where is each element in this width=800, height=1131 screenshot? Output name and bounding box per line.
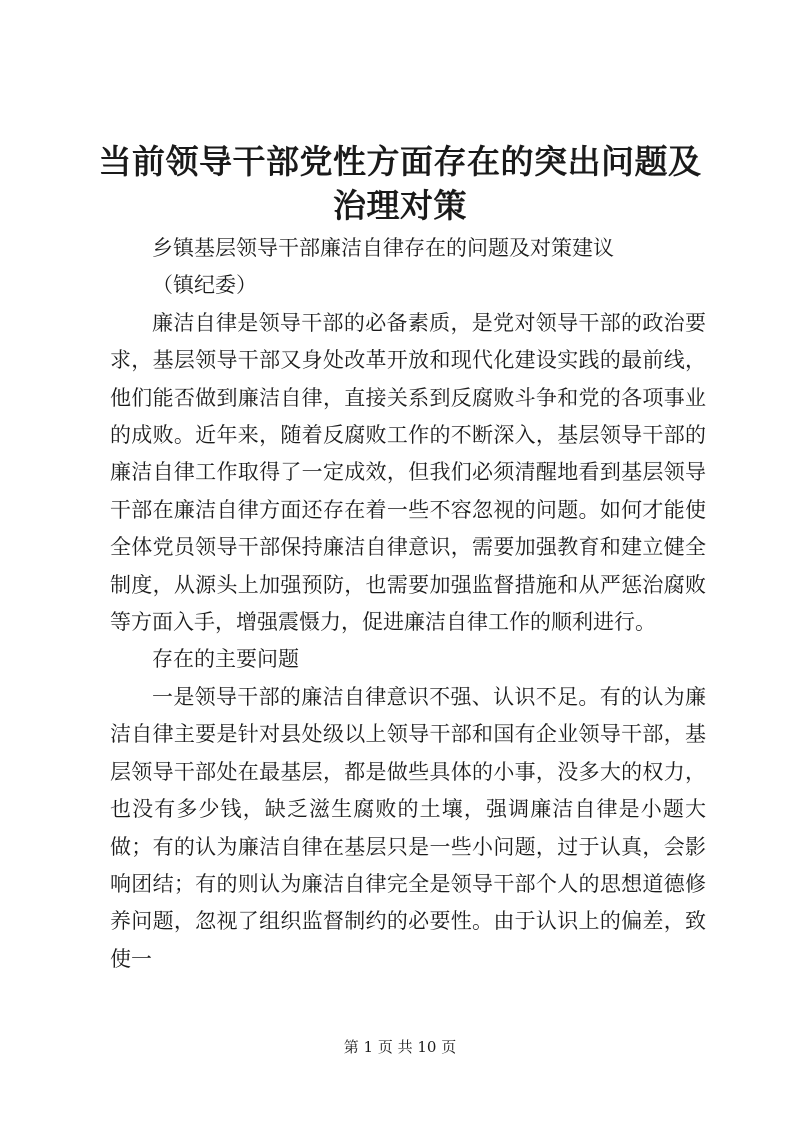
intro-paragraph: 廉洁自律是领导干部的必备素质，是党对领导干部的政治要求，基层领导干部又身处改革开放和现代化建设实践的最前线，他们能否做到廉洁自律，直接关系到反腐败斗争和党的各项事业的成败。近年来，随着反腐败工作的不断深入，基层领导干部的廉洁自律工作取得了一定成效，但我们必须清醒地看到基层领导干部在廉洁自律方面还存在着一些不容忽视的问题。如何才能使全体党员领导干部保持廉洁自律意识，需要加强教育和建立健全制度，从源头上加强预防，也需要加强监督措施和从严惩治腐败等方面入手，增强震慑力，促进廉洁自律工作的顺利进行。 [110, 310, 706, 635]
author-paragraph: （镇纪委） [152, 273, 257, 298]
problem-one-paragraph: 一是领导干部的廉洁自律意识不强、认识不足。有的认为廉洁自律主要是针对县处级以上领导干部和国有企业领导干部，基层领导干部处在最基层，都是做些具体的小事，没多大的权力，也没有多少钱，缺乏滋生腐败的土壤，强调廉洁自律是小题大做；有的认为廉洁自律在基层只是一些小问题，过于认真，会影响团结；有的则认为廉洁自律完全是领导干部个人的思想道德修养问题，忽视了组织监督制约的必要性。由于认识上的偏差，致使一 [110, 684, 706, 971]
document-title: 当前领导干部党性方面存在的突出问题及治理对策 [98, 142, 702, 225]
subtitle-paragraph: 乡镇基层领导干部廉洁自律存在的问题及对策建议 [152, 236, 614, 260]
page-number-footer: 第 1 页 共 10 页 [343, 1038, 457, 1056]
section-heading: 存在的主要问题 [152, 647, 299, 672]
document-body [110, 230, 706, 978]
